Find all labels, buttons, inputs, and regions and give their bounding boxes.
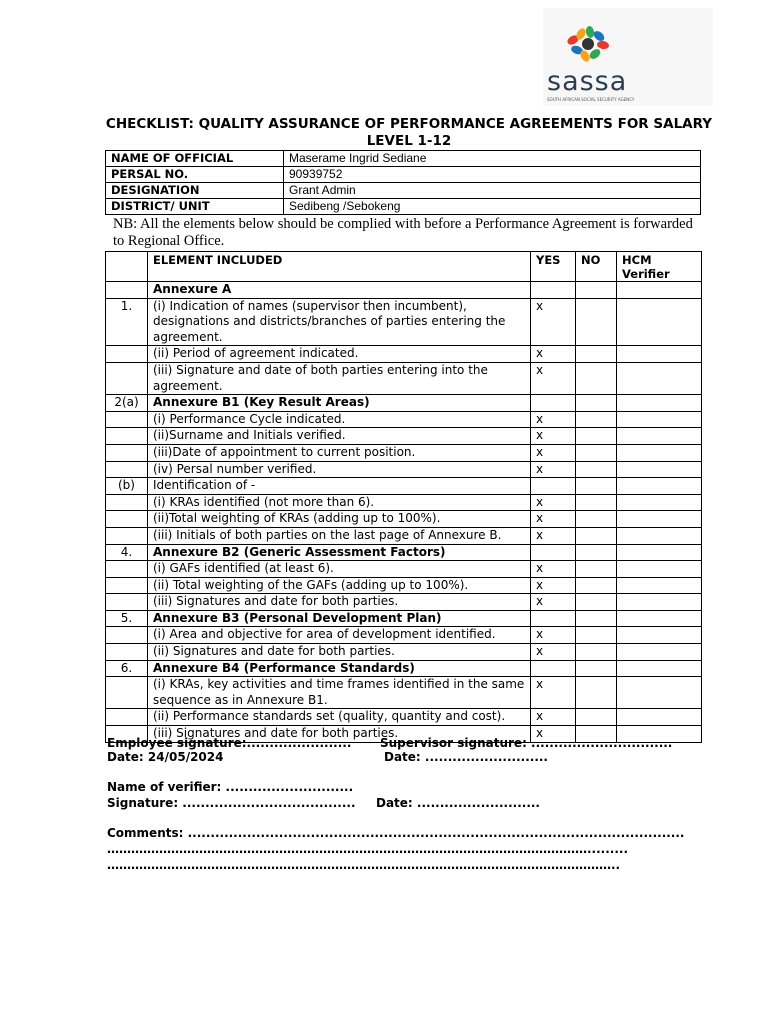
- row-element: (i) Indication of names (supervisor then incumbent), designations and districts/branches of parties entering the agreement.: [148, 298, 531, 346]
- row-yes: x: [531, 461, 576, 478]
- row-no: [576, 577, 617, 594]
- table-row: [106, 660, 702, 677]
- row-number: [106, 627, 148, 644]
- row-no: [576, 298, 617, 346]
- supervisor-signature: Supervisor signature: ...............................: [380, 736, 673, 750]
- row-number: [106, 494, 148, 511]
- official-info-table: [105, 150, 701, 215]
- info-row: [106, 199, 701, 215]
- employee-signature: Employee signature:.......................: [107, 736, 352, 750]
- table-row: [106, 677, 702, 709]
- row-no: [576, 644, 617, 661]
- row-element: (ii)Total weighting of KRAs (adding up to 100%).: [148, 511, 531, 528]
- row-yes: [531, 478, 576, 495]
- comments-line-1: ………………………………………………………………………………………………………….........: [107, 842, 629, 856]
- row-hcm: [617, 444, 702, 461]
- row-yes: x: [531, 644, 576, 661]
- row-number: [106, 561, 148, 578]
- header-hcm: HCM Verifier: [617, 252, 702, 282]
- info-label: PERSAL NO.: [106, 167, 284, 183]
- row-no: [576, 428, 617, 445]
- row-no: [576, 478, 617, 495]
- row-element: (iii) Initials of both parties on the last page of Annexure B.: [148, 527, 531, 544]
- row-element: (ii) Period of agreement indicated.: [148, 346, 531, 363]
- row-no: [576, 511, 617, 528]
- row-hcm: [617, 677, 702, 709]
- row-yes: x: [531, 594, 576, 611]
- row-element: (i) Performance Cycle indicated.: [148, 411, 531, 428]
- row-no: [576, 677, 617, 709]
- row-number: [106, 527, 148, 544]
- row-number: 6.: [106, 660, 148, 677]
- table-row: [106, 411, 702, 428]
- row-yes: x: [531, 411, 576, 428]
- row-element: (i) Area and objective for area of development identified.: [148, 627, 531, 644]
- row-number: [106, 411, 148, 428]
- supervisor-date: Date: ...........................: [384, 750, 548, 764]
- row-element: (iii)Date of appointment to current position.: [148, 444, 531, 461]
- row-number: [106, 428, 148, 445]
- logo-text: sassa: [547, 66, 628, 97]
- row-hcm: [617, 346, 702, 363]
- row-yes: x: [531, 298, 576, 346]
- row-yes: x: [531, 362, 576, 394]
- row-yes: x: [531, 709, 576, 726]
- table-row: [106, 494, 702, 511]
- info-value: Maserame Ingrid Sediane: [284, 151, 701, 167]
- row-element: (i) GAFs identified (at least 6).: [148, 561, 531, 578]
- info-label: NAME OF OFFICIAL: [106, 151, 284, 167]
- table-row: [106, 428, 702, 445]
- row-hcm: [617, 577, 702, 594]
- info-value: 90939752: [284, 167, 701, 183]
- row-hcm: [617, 494, 702, 511]
- row-no: [576, 544, 617, 561]
- info-row: [106, 183, 701, 199]
- table-row: [106, 610, 702, 627]
- verifier-signature: Signature: ......................................: [107, 796, 356, 810]
- row-hcm: [617, 511, 702, 528]
- table-row: [106, 544, 702, 561]
- row-yes: [531, 544, 576, 561]
- row-no: [576, 594, 617, 611]
- verifier-date: Date: ...........................: [376, 796, 540, 810]
- row-element: (i) KRAs identified (not more than 6).: [148, 494, 531, 511]
- row-no: [576, 709, 617, 726]
- nb-note: NB: All the elements below should be complied with before a Performance Agreement is forwarded to Regional Office.: [113, 216, 693, 249]
- row-number: [106, 709, 148, 726]
- row-hcm: [617, 610, 702, 627]
- row-hcm: [617, 660, 702, 677]
- table-row: [106, 478, 702, 495]
- header-element: ELEMENT INCLUDED: [148, 252, 531, 282]
- header-number: [106, 252, 148, 282]
- row-yes: [531, 610, 576, 627]
- row-hcm: [617, 644, 702, 661]
- row-number: [106, 644, 148, 661]
- row-yes: [531, 395, 576, 412]
- row-element: (iv) Persal number verified.: [148, 461, 531, 478]
- employee-date: Date: 24/05/2024: [107, 750, 224, 764]
- table-row: [106, 395, 702, 412]
- row-no: [576, 444, 617, 461]
- row-element: (ii) Performance standards set (quality, quantity and cost).: [148, 709, 531, 726]
- table-row: [106, 709, 702, 726]
- row-number: 2(a): [106, 395, 148, 412]
- table-row: [106, 444, 702, 461]
- row-element: Annexure B2 (Generic Assessment Factors): [148, 544, 531, 561]
- row-number: (b): [106, 478, 148, 495]
- row-yes: x: [531, 677, 576, 709]
- row-yes: x: [531, 627, 576, 644]
- row-yes: x: [531, 346, 576, 363]
- sassa-hands-icon: [563, 26, 613, 66]
- row-element: Annexure B4 (Performance Standards): [148, 660, 531, 677]
- table-row: [106, 298, 702, 346]
- row-element: (iii) Signature and date of both parties entering into the agreement.: [148, 362, 531, 394]
- row-hcm: [617, 428, 702, 445]
- row-no: [576, 411, 617, 428]
- checklist-table: [105, 251, 702, 743]
- row-number: [106, 444, 148, 461]
- table-row: [106, 644, 702, 661]
- row-element: Identification of -: [148, 478, 531, 495]
- row-hcm: [617, 282, 702, 299]
- row-no: [576, 362, 617, 394]
- header-yes: YES: [531, 252, 576, 282]
- row-number: [106, 511, 148, 528]
- row-element: (ii) Total weighting of the GAFs (adding up to 100%).: [148, 577, 531, 594]
- row-no: [576, 395, 617, 412]
- row-yes: x: [531, 527, 576, 544]
- table-row: [106, 362, 702, 394]
- row-number: 5.: [106, 610, 148, 627]
- row-no: [576, 346, 617, 363]
- row-hcm: [617, 594, 702, 611]
- row-element: (ii)Surname and Initials verified.: [148, 428, 531, 445]
- table-row: [106, 346, 702, 363]
- row-hcm: [617, 627, 702, 644]
- row-yes: x: [531, 561, 576, 578]
- row-element: (iii) Signatures and date for both parties.: [148, 726, 531, 743]
- row-yes: x: [531, 494, 576, 511]
- page-title: CHECKLIST: QUALITY ASSURANCE OF PERFORMANCE AGREEMENTS FOR SALARY LEVEL 1-12: [105, 116, 713, 149]
- logo-subtext: SOUTH AFRICAN SOCIAL SECURITY AGENCY: [547, 97, 635, 102]
- info-value: Sedibeng /Sebokeng: [284, 199, 701, 215]
- comments: Comments: .............................................................................................................: [107, 826, 685, 840]
- info-row: [106, 167, 701, 183]
- table-row: [106, 461, 702, 478]
- row-element: (i) KRAs, key activities and time frames identified in the same sequence as in Annexure B1.: [148, 677, 531, 709]
- table-row: [106, 561, 702, 578]
- row-yes: [531, 660, 576, 677]
- row-number: 1.: [106, 298, 148, 346]
- row-number: [106, 594, 148, 611]
- row-number: [106, 577, 148, 594]
- row-yes: [531, 282, 576, 299]
- row-yes: x: [531, 726, 576, 743]
- info-label: DESIGNATION: [106, 183, 284, 199]
- row-no: [576, 282, 617, 299]
- table-row: [106, 577, 702, 594]
- row-number: [106, 362, 148, 394]
- row-hcm: [617, 478, 702, 495]
- row-yes: x: [531, 511, 576, 528]
- row-number: [106, 282, 148, 299]
- table-header-row: [106, 252, 702, 282]
- row-yes: x: [531, 577, 576, 594]
- row-element: Annexure B3 (Personal Development Plan): [148, 610, 531, 627]
- row-hcm: [617, 411, 702, 428]
- row-hcm: [617, 298, 702, 346]
- info-row: [106, 151, 701, 167]
- row-hcm: [617, 709, 702, 726]
- row-hcm: [617, 362, 702, 394]
- table-row: [106, 594, 702, 611]
- row-element: (ii) Signatures and date for both parties.: [148, 644, 531, 661]
- row-yes: x: [531, 428, 576, 445]
- header-no: NO: [576, 252, 617, 282]
- verifier-name: Name of verifier: ............................: [107, 780, 354, 794]
- row-hcm: [617, 544, 702, 561]
- table-row: [106, 282, 702, 299]
- row-element: Annexure A: [148, 282, 531, 299]
- row-hcm: [617, 527, 702, 544]
- row-number: 4.: [106, 544, 148, 561]
- row-no: [576, 461, 617, 478]
- sassa-logo: [543, 8, 713, 106]
- row-number: [106, 346, 148, 363]
- comments-line-2: ………………………………………………………………………………………………………………..: [107, 858, 621, 872]
- row-hcm: [617, 561, 702, 578]
- row-no: [576, 561, 617, 578]
- row-yes: x: [531, 444, 576, 461]
- table-row: [106, 511, 702, 528]
- row-element: (iii) Signatures and date for both parties.: [148, 594, 531, 611]
- row-no: [576, 610, 617, 627]
- info-label: DISTRICT/ UNIT: [106, 199, 284, 215]
- row-no: [576, 527, 617, 544]
- row-number: [106, 677, 148, 709]
- row-hcm: [617, 461, 702, 478]
- table-row: [106, 627, 702, 644]
- info-value: Grant Admin: [284, 183, 701, 199]
- row-no: [576, 494, 617, 511]
- table-row: [106, 527, 702, 544]
- row-element: Annexure B1 (Key Result Areas): [148, 395, 531, 412]
- row-hcm: [617, 395, 702, 412]
- row-no: [576, 627, 617, 644]
- row-number: [106, 461, 148, 478]
- row-no: [576, 660, 617, 677]
